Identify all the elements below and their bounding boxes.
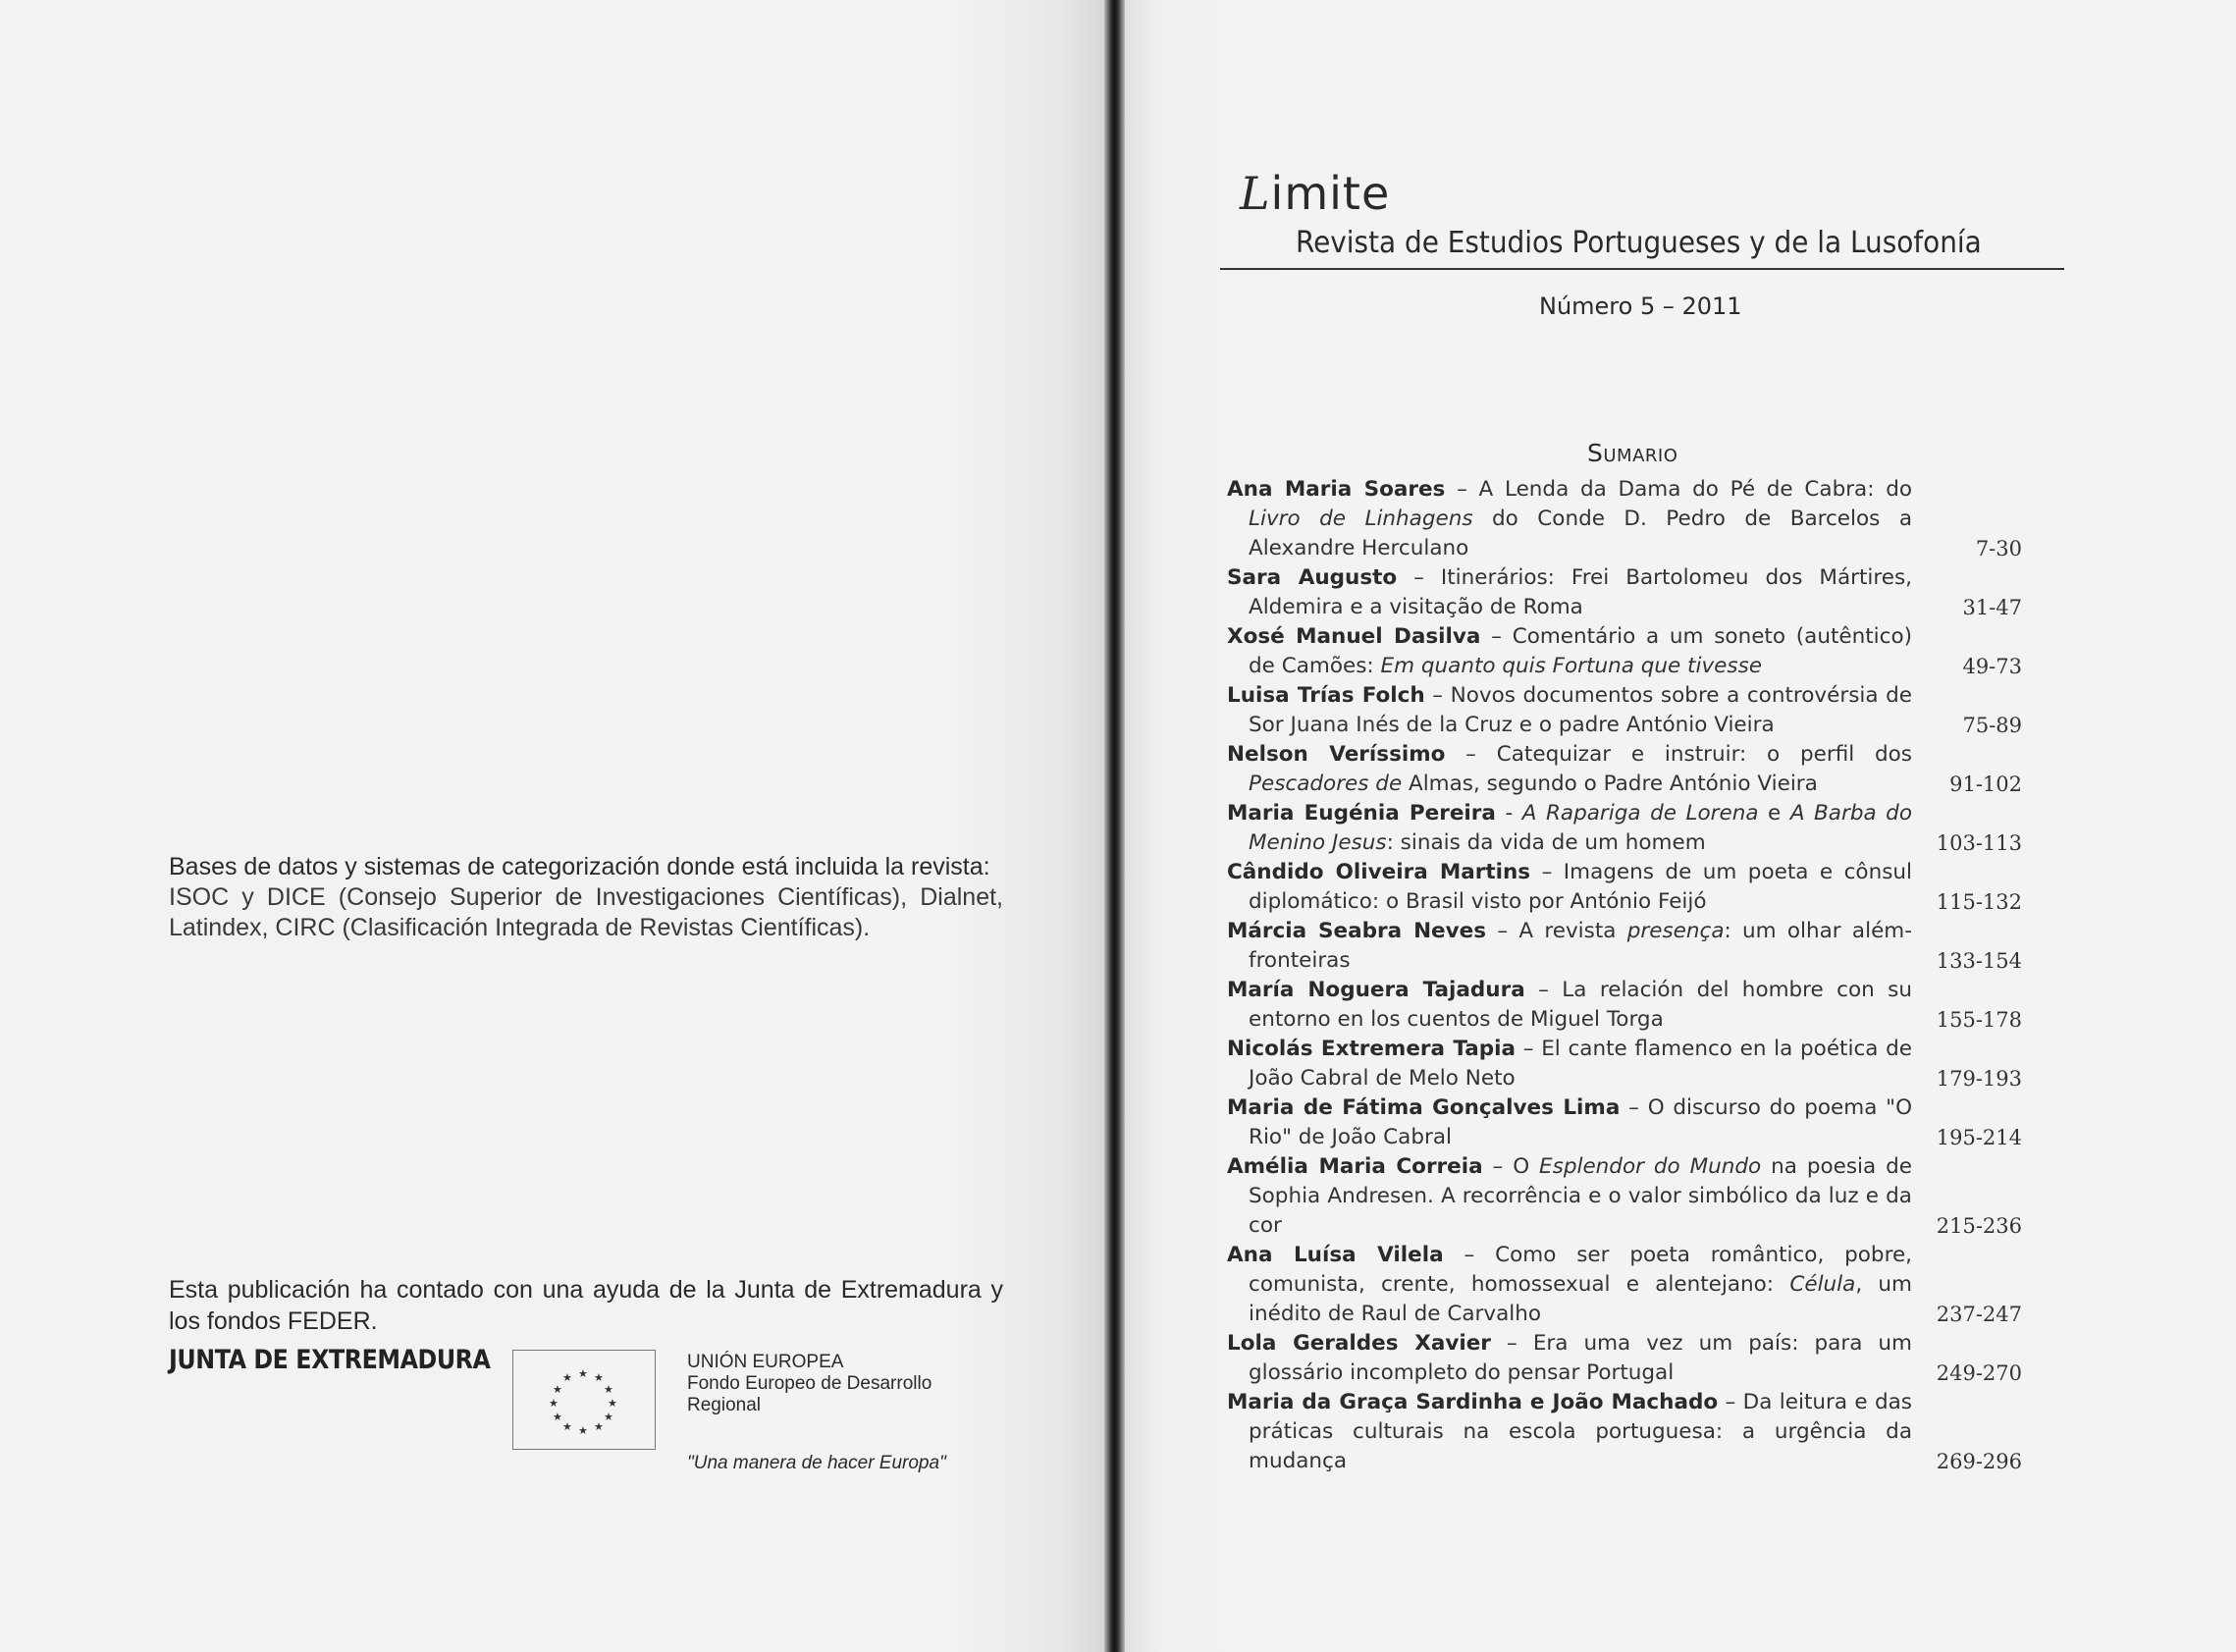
toc-separator: – bbox=[1480, 624, 1513, 649]
toc-title-part: Imagens de um poeta e cônsul diplomático: o Brasil visto por António Feijó bbox=[1249, 860, 1912, 914]
eu-line-2: Fondo Europeo de Desarrollo bbox=[687, 1373, 932, 1394]
toc-page-range: 75-89 bbox=[1962, 714, 2022, 737]
toc-title-part: Da leitura e das práticas culturais na escola portuguesa: a urgência da mudança bbox=[1249, 1390, 1913, 1473]
issue-number: Número 5 – 2011 bbox=[1539, 293, 1742, 320]
toc-entry-text bbox=[1227, 1388, 1912, 1476]
toc-title-part: Era uma vez um país: para um glossário incompleto do pensar Portugal bbox=[1249, 1331, 1913, 1385]
toc-author: María Noguera Tajadura bbox=[1227, 978, 1525, 1002]
journal-subtitle: Revista de Estudios Portugueses y de la Lusofonía bbox=[1296, 226, 1982, 260]
toc-separator: – bbox=[1445, 477, 1479, 502]
toc-page-range: 31-47 bbox=[1962, 596, 2022, 619]
toc-author: Nelson Veríssimo bbox=[1227, 742, 1446, 767]
eu-motto: "Una manera de hacer Europa" bbox=[687, 1453, 946, 1473]
toc-separator: – bbox=[1524, 978, 1563, 1002]
toc-title-italic: A Rapariga de Lorena bbox=[1521, 801, 1759, 826]
toc-entry-text bbox=[1227, 740, 1912, 799]
eu-line-1: UNIÓN EUROPEA bbox=[687, 1352, 844, 1372]
title-rule bbox=[1220, 268, 2064, 270]
toc-title-part: Como ser poeta romântico, pobre, comunista, crente, homossexual e alentejano: bbox=[1249, 1243, 1913, 1297]
toc-entry bbox=[1227, 917, 2022, 976]
toc-separator: – bbox=[1482, 1154, 1514, 1179]
toc-entry bbox=[1227, 740, 2022, 799]
toc-title-italic: Célula bbox=[1789, 1272, 1856, 1297]
toc-entry bbox=[1227, 799, 2022, 858]
toc-separator: – bbox=[1490, 1331, 1533, 1356]
toc-title-italic: A Barba do Menino Jesus bbox=[1249, 801, 1912, 855]
toc-page-range: 215-236 bbox=[1936, 1214, 2022, 1238]
toc-title-italic: Esplendor do Mundo bbox=[1539, 1154, 1762, 1179]
toc-entry bbox=[1227, 1241, 2022, 1329]
toc-author: Xosé Manuel Dasilva bbox=[1227, 624, 1481, 649]
toc-entry-text bbox=[1227, 1241, 1912, 1329]
toc-entry-text bbox=[1227, 1035, 1912, 1093]
left-page bbox=[0, 0, 1104, 1652]
toc-title-part: A revista bbox=[1518, 919, 1627, 943]
toc-separator: - bbox=[1495, 801, 1522, 826]
toc-page-range: 249-270 bbox=[1936, 1361, 2022, 1385]
toc-author: Maria de Fátima Gonçalves Lima bbox=[1227, 1095, 1621, 1120]
toc-entry bbox=[1227, 475, 2022, 563]
toc-entry-text bbox=[1227, 622, 1912, 681]
toc-page-range: 115-132 bbox=[1936, 890, 2022, 914]
toc-title-part: : um olhar além-fronteiras bbox=[1249, 919, 1912, 973]
toc-page-range: 237-247 bbox=[1936, 1303, 2022, 1326]
toc-entry bbox=[1227, 858, 2022, 917]
toc-entry-text bbox=[1227, 681, 1912, 740]
toc-separator: – bbox=[1620, 1095, 1648, 1120]
toc-entry bbox=[1227, 1388, 2022, 1476]
toc-separator: – bbox=[1486, 919, 1519, 943]
toc-entry-text bbox=[1227, 799, 1912, 858]
toc-entry bbox=[1227, 1093, 2022, 1152]
toc-title-part: Almas, segundo o Padre António Vieira bbox=[1402, 772, 1818, 796]
toc-title-part: La relación del hombre con su entorno en los cuentos de Miguel Torga bbox=[1249, 978, 1913, 1032]
toc-title-part: : sinais da vida de um homem bbox=[1386, 830, 1706, 855]
toc-author: Luisa Trías Folch bbox=[1227, 683, 1425, 708]
toc-entry-text bbox=[1227, 858, 1912, 917]
toc-page-range: 269-296 bbox=[1936, 1450, 2022, 1473]
toc-title-part: O discurso do poema "O Rio" de João Cabral bbox=[1249, 1095, 1912, 1149]
toc-title-part: e bbox=[1758, 801, 1790, 826]
toc-entry bbox=[1227, 622, 2022, 681]
toc-entry-text bbox=[1227, 563, 1912, 622]
toc-author: Ana Maria Soares bbox=[1227, 477, 1446, 502]
toc-author: Lola Geraldes Xavier bbox=[1227, 1331, 1491, 1356]
toc-author: Maria da Graça Sardinha e João Machado bbox=[1227, 1390, 1719, 1414]
logo-rest: imite bbox=[1270, 167, 1391, 220]
eu-flag-icon: ★ ★ ★ ★ ★ ★ ★ ★ ★ ★ ★ ★ bbox=[512, 1350, 656, 1450]
toc-separator: – bbox=[1397, 565, 1441, 590]
book-gutter bbox=[1104, 0, 1125, 1652]
toc-page-range: 49-73 bbox=[1962, 655, 2022, 678]
indexing-body: ISOC y DICE (Consejo Superior de Investigaciones Científicas), Dialnet, Latindex, CIRC (Clasificación Integrada de Revistas Científicas). bbox=[169, 883, 1003, 941]
toc-entry-text bbox=[1227, 976, 1912, 1035]
toc-title-italic: Em quanto quis Fortuna que tivesse bbox=[1380, 654, 1763, 678]
toc-author: Márcia Seabra Neves bbox=[1227, 919, 1487, 943]
junta-extremadura-logo: JUNTA DE EXTREMADURA bbox=[169, 1345, 491, 1375]
table-of-contents bbox=[1227, 475, 2022, 1476]
toc-author: Cândido Oliveira Martins bbox=[1227, 860, 1531, 884]
toc-entry bbox=[1227, 681, 2022, 740]
toc-title-part: Catequizar e instruir: o perfil dos bbox=[1496, 742, 1912, 767]
toc-entry-text bbox=[1227, 1152, 1912, 1241]
toc-entry-text bbox=[1227, 1329, 1912, 1388]
toc-page-range: 179-193 bbox=[1936, 1067, 2022, 1091]
indexing-heading: Bases de datos y sistemas de categorización donde está incluida la revista: bbox=[169, 853, 990, 880]
indexing-section bbox=[169, 852, 1003, 943]
toc-separator: – bbox=[1445, 742, 1497, 767]
toc-page-range: 91-102 bbox=[1949, 773, 2022, 796]
toc-entry bbox=[1227, 563, 2022, 622]
toc-page-range: 103-113 bbox=[1936, 831, 2022, 855]
toc-title-part: A Lenda da Dama do Pé de Cabra: do bbox=[1478, 477, 1912, 502]
toc-title-part: , um inédito de Raul de Carvalho bbox=[1249, 1272, 1912, 1326]
toc-author: Sara Augusto bbox=[1227, 565, 1398, 590]
journal-logo bbox=[1240, 167, 1390, 220]
toc-entry bbox=[1227, 1329, 2022, 1388]
toc-page-range: 195-214 bbox=[1936, 1126, 2022, 1149]
toc-page-range: 7-30 bbox=[1975, 537, 2022, 560]
toc-title-part: do Conde D. Pedro de Barcelos a Alexandre Herculano bbox=[1249, 506, 1912, 560]
toc-separator: – bbox=[1516, 1037, 1542, 1061]
toc-title-part: Novos documentos sobre a controvérsia de Sor Juana Inés de la Cruz e o padre António Vieira bbox=[1249, 683, 1912, 737]
toc-entry-text bbox=[1227, 917, 1912, 976]
toc-entry bbox=[1227, 1035, 2022, 1093]
toc-separator: – bbox=[1530, 860, 1564, 884]
toc-entry bbox=[1227, 1152, 2022, 1241]
toc-author: Maria Eugénia Pereira bbox=[1227, 801, 1496, 826]
toc-title-part: na poesia de Sophia Andresen. A recorrência e o valor simbólico da luz e da cor bbox=[1249, 1154, 1912, 1238]
toc-page-range: 155-178 bbox=[1936, 1008, 2022, 1032]
toc-separator: – bbox=[1718, 1390, 1743, 1414]
toc-title-italic: presença bbox=[1626, 919, 1725, 943]
toc-title-part: Itinerários: Frei Bartolomeu dos Mártires, Aldemira e a visitação de Roma bbox=[1249, 565, 1913, 619]
toc-page-range: 133-154 bbox=[1936, 949, 2022, 973]
eu-fund-label bbox=[687, 1352, 932, 1416]
toc-entry bbox=[1227, 976, 2022, 1035]
toc-title-italic: Pescadores de bbox=[1249, 772, 1403, 796]
toc-title-part: El cante flamenco en la poética de João Cabral de Melo Neto bbox=[1249, 1037, 1913, 1091]
toc-title-part: O bbox=[1513, 1154, 1540, 1179]
toc-author: Ana Luísa Vilela bbox=[1227, 1243, 1444, 1267]
eu-line-3: Regional bbox=[687, 1395, 761, 1415]
toc-entry-text bbox=[1227, 475, 1912, 563]
toc-entry-text bbox=[1227, 1093, 1912, 1152]
toc-title-part: Comentário a um soneto (autêntico) de Camões: bbox=[1249, 624, 1913, 678]
toc-author: Amélia Maria Correia bbox=[1227, 1154, 1483, 1179]
toc-author: Nicolás Extremera Tapia bbox=[1227, 1037, 1517, 1061]
toc-separator: – bbox=[1424, 683, 1451, 708]
funding-note: Esta publicación ha contado con una ayuda de la Junta de Extremadura y los fondos FEDER. bbox=[169, 1276, 1003, 1335]
logo-initial: L bbox=[1240, 167, 1271, 220]
toc-separator: – bbox=[1443, 1243, 1496, 1267]
sumario-heading: Sumario bbox=[1587, 439, 1678, 467]
toc-title-italic: Livro de Linhagens bbox=[1249, 506, 1473, 531]
